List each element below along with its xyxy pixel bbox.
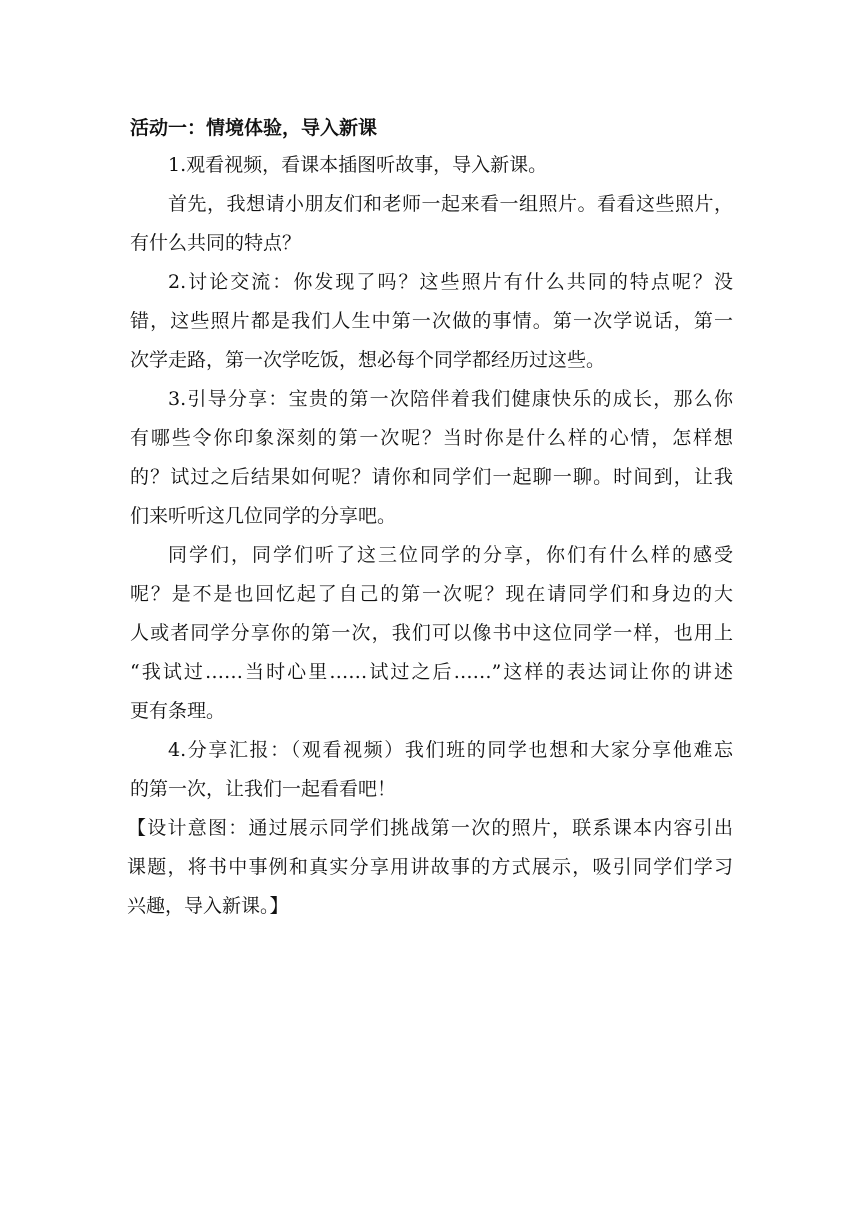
paragraph-line: 同学们，同学们听了这三位同学的分享，你们有什么样的感受 [168, 544, 733, 566]
paragraph-classmates-feelings [130, 536, 733, 731]
section-heading: 活动一：情境体验，导入新课 [130, 117, 378, 139]
document-page [127, 110, 733, 926]
paragraph-photos-intro [130, 185, 733, 263]
paragraph-line: 3.引导分享：宝贵的第一次陪伴着我们健康快乐的成长，那么你 [168, 388, 733, 410]
paragraph-line: 错，这些照片都是我们人生中第一次做的事情。第一次学说话，第一 [130, 310, 733, 332]
paragraph-line: 4.分享汇报：（观看视频）我们班的同学也想和大家分享他难忘 [168, 739, 733, 761]
paragraph-line: 们来听听这几位同学的分享吧。 [130, 505, 397, 527]
paragraph-line: 2.讨论交流：你发现了吗？这些照片有什么共同的特点呢？没 [168, 271, 733, 293]
design-intent-note [127, 809, 733, 926]
paragraph-line: 的第一次，让我们一起看看吧！ [130, 778, 397, 800]
paragraph-line: 有哪些令你印象深刻的第一次呢？当时你是什么样的心情，怎样想 [130, 427, 733, 449]
paragraph-line: 更有条理。 [130, 700, 226, 722]
paragraph-guided-sharing [130, 380, 733, 536]
paragraph-line: 有什么共同的特点？ [130, 232, 302, 254]
paragraph-watch-video [130, 146, 733, 185]
design-note-line: 【设计意图：通过展示同学们挑战第一次的照片，联系课本内容引出 [127, 817, 733, 839]
paragraph-line: 首先，我想请小朋友们和老师一起来看一组照片。看看这些照片， [168, 193, 733, 215]
design-note-line: 课题，将书中事例和真实分享用讲故事的方式展示，吸引同学们学习 [127, 856, 733, 878]
paragraph-line: 的？试过之后结果如何呢？请你和同学们一起聊一聊。时间到，让我 [130, 466, 733, 488]
paragraph-line: 人或者同学分享你的第一次，我们可以像书中这位同学一样，也用上 [130, 622, 733, 644]
paragraph-line: “我试过……当时心里……试过之后……”这样的表达词让你的讲述 [130, 661, 733, 683]
paragraph-line: 呢？是不是也回忆起了自己的第一次呢？现在请同学们和身边的大 [130, 583, 733, 605]
paragraph-line: 次学走路，第一次学吃饭，想必每个同学都经历过这些。 [130, 349, 606, 371]
paragraph-share-report [130, 731, 733, 809]
design-note-line: 兴趣，导入新课。】 [127, 895, 289, 917]
paragraph-discussion [130, 263, 733, 380]
paragraph-line: 1.观看视频，看课本插图听故事，导入新课。 [168, 154, 548, 176]
